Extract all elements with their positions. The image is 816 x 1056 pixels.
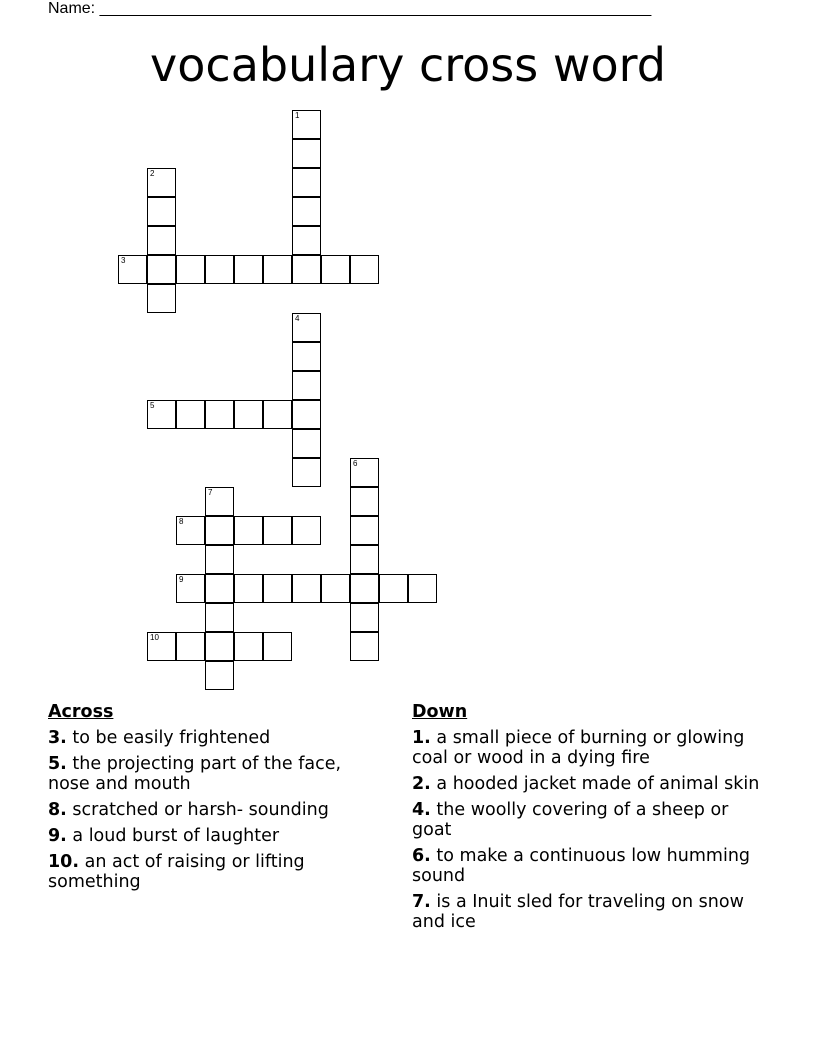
across-clues — [48, 702, 388, 898]
grid-cell[interactable] — [176, 255, 205, 284]
grid-cell[interactable] — [350, 516, 379, 545]
clue-down-4 — [412, 800, 762, 840]
grid-cell[interactable] — [292, 342, 321, 371]
grid-cell[interactable] — [292, 371, 321, 400]
grid-cell-2[interactable] — [147, 168, 176, 197]
grid-cell-3[interactable] — [118, 255, 147, 284]
grid-cell[interactable] — [408, 574, 437, 603]
grid-cell-7[interactable] — [205, 487, 234, 516]
grid-cell[interactable] — [292, 400, 321, 429]
grid-cell[interactable] — [263, 574, 292, 603]
grid-cell[interactable] — [147, 226, 176, 255]
clue-text: a hooded jacket made of animal skin — [436, 774, 760, 794]
grid-cell[interactable] — [234, 632, 263, 661]
grid-cell[interactable] — [292, 226, 321, 255]
cell-number: 6 — [353, 459, 358, 468]
grid-cell[interactable] — [205, 661, 234, 690]
grid-cell-5[interactable] — [147, 400, 176, 429]
cell-number: 4 — [295, 314, 300, 323]
clue-number: 3. — [48, 728, 67, 748]
clue-number: 4. — [412, 800, 431, 820]
grid-cell[interactable] — [350, 255, 379, 284]
grid-cell[interactable] — [350, 632, 379, 661]
cell-number: 3 — [121, 256, 126, 265]
grid-cell[interactable] — [350, 487, 379, 516]
cell-number: 9 — [179, 575, 184, 584]
grid-cell[interactable] — [205, 603, 234, 632]
grid-cell[interactable] — [292, 574, 321, 603]
grid-cell[interactable] — [176, 632, 205, 661]
grid-cell-4[interactable] — [292, 313, 321, 342]
grid-cell[interactable] — [263, 516, 292, 545]
grid-cell[interactable] — [263, 255, 292, 284]
clue-number: 5. — [48, 754, 67, 774]
clue-text: to be easily frightened — [72, 728, 271, 748]
page-title: vocabulary cross word — [150, 38, 666, 92]
grid-cell[interactable] — [350, 545, 379, 574]
grid-cell[interactable] — [234, 255, 263, 284]
clue-number: 6. — [412, 846, 431, 866]
grid-cell[interactable] — [205, 255, 234, 284]
grid-cell[interactable] — [292, 139, 321, 168]
clue-text: a small piece of burning or glowing coal or wood in a dying fire — [412, 728, 745, 768]
clue-across-3 — [48, 728, 388, 748]
grid-cell-9[interactable] — [176, 574, 205, 603]
clue-text: the projecting part of the face, nose and mouth — [48, 754, 342, 794]
grid-cell[interactable] — [147, 255, 176, 284]
clue-text: scratched or harsh- sounding — [72, 800, 329, 820]
grid-cell[interactable] — [321, 255, 350, 284]
clue-number: 8. — [48, 800, 67, 820]
grid-cell[interactable] — [205, 545, 234, 574]
grid-cell[interactable] — [234, 400, 263, 429]
grid-cell[interactable] — [292, 168, 321, 197]
grid-cell[interactable] — [234, 574, 263, 603]
grid-cell[interactable] — [292, 255, 321, 284]
grid-cell-6[interactable] — [350, 458, 379, 487]
grid-cell[interactable] — [292, 458, 321, 487]
down-clues — [412, 702, 762, 938]
grid-cell-10[interactable] — [147, 632, 176, 661]
cell-number: 10 — [150, 633, 159, 642]
clue-text: to make a continuous low humming sound — [412, 846, 751, 886]
grid-cell[interactable] — [350, 574, 379, 603]
down-heading: Down — [412, 702, 468, 722]
grid-cell[interactable] — [176, 400, 205, 429]
grid-cell[interactable] — [292, 516, 321, 545]
cell-number: 5 — [150, 401, 155, 410]
grid-cell[interactable] — [147, 197, 176, 226]
clue-number: 9. — [48, 826, 67, 846]
cell-number: 7 — [208, 488, 213, 497]
clue-text: the woolly covering of a sheep or goat — [412, 800, 729, 840]
cell-number: 8 — [179, 517, 184, 526]
grid-cell[interactable] — [263, 400, 292, 429]
grid-cell[interactable] — [205, 516, 234, 545]
grid-cell-8[interactable] — [176, 516, 205, 545]
clue-across-10 — [48, 852, 388, 892]
across-heading: Across — [48, 702, 114, 722]
grid-cell[interactable] — [205, 632, 234, 661]
grid-cell-1[interactable] — [292, 110, 321, 139]
grid-cell[interactable] — [234, 516, 263, 545]
clue-across-5 — [48, 754, 388, 794]
clue-across-8 — [48, 800, 388, 820]
clue-text: is a Inuit sled for traveling on snow and ice — [412, 892, 744, 932]
clue-number: 7. — [412, 892, 431, 912]
grid-cell[interactable] — [147, 284, 176, 313]
grid-cell[interactable] — [292, 197, 321, 226]
grid-cell[interactable] — [263, 632, 292, 661]
name-field[interactable]: Name: ______________________________________________________________ — [48, 0, 652, 17]
grid-cell[interactable] — [205, 574, 234, 603]
clue-number: 1. — [412, 728, 431, 748]
cell-number: 1 — [295, 111, 300, 120]
grid-cell[interactable] — [205, 400, 234, 429]
grid-cell[interactable] — [292, 429, 321, 458]
grid-cell[interactable] — [321, 574, 350, 603]
cell-number: 2 — [150, 169, 155, 178]
clue-number: 2. — [412, 774, 431, 794]
clue-down-1 — [412, 728, 762, 768]
clue-down-6 — [412, 846, 762, 886]
grid-cell[interactable] — [350, 603, 379, 632]
clue-text: a loud burst of laughter — [72, 826, 280, 846]
grid-cell[interactable] — [379, 574, 408, 603]
clue-down-7 — [412, 892, 762, 932]
clue-number: 10. — [48, 852, 80, 872]
clue-text: an act of raising or lifting something — [48, 852, 305, 892]
clue-across-9 — [48, 826, 388, 846]
clue-down-2 — [412, 774, 762, 794]
